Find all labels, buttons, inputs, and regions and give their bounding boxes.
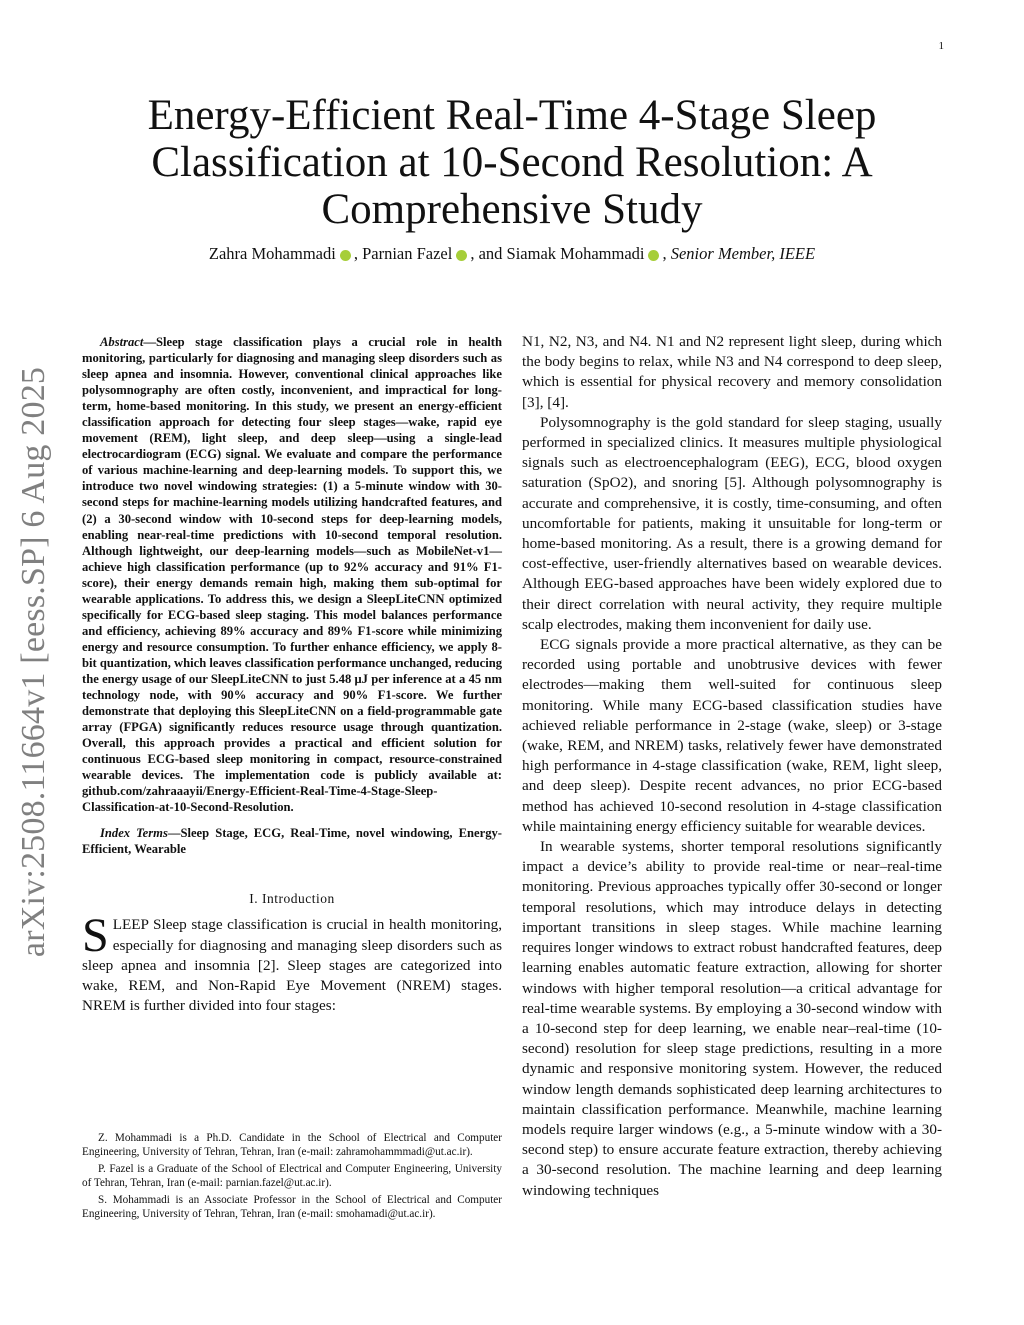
drop-cap: S bbox=[82, 909, 109, 963]
arxiv-identifier bbox=[14, 362, 54, 962]
page-number: 1 bbox=[938, 40, 944, 52]
author-name: , and Siamak Mohammadi bbox=[470, 244, 645, 263]
footnote: S. Mohammadi is an Associate Professor in the School of Electrical and Computer Engineering, University of Tehran, Tehran, Iran (e-mail: smohamadi@ut.ac.ir). bbox=[82, 1194, 502, 1220]
arxiv-identifier-text: arXiv:2508.11664v1 [eess.SP] 6 Aug 2025 bbox=[15, 366, 52, 958]
body-paragraph: In wearable systems, shorter temporal resolutions significantly impact a device’s ability to provide real-time or near–real-time monitoring. Previous approaches typically offer 30-second or longer temporal resolutions, which may introduce delays in detecting important transitions in sleep stages. While machine learning requires longer windows to extract robust handcrafted features, deep learning enables automatic feature extraction, allowing for shorter windows with higher temporal resolution—a critical advantage for real-time wearable systems. By employing a 30-second window with a 10-second step for deep learning, we enable near–real-time (10-second) resolution for sleep stage predictions, resulting in a more dynamic and responsive monitoring system. However, the reduced window length demands sophisticated deep learning architectures to maintain classification performance. Meanwhile, machine learning models require larger windows (e.g., a 5-minute window with a 30-second step) to ensure accurate feature extraction, thereby achieving a 30-second resolution. The machine learning and deep learning windowing techniques bbox=[522, 838, 942, 1199]
abstract bbox=[82, 334, 502, 815]
index-terms bbox=[82, 825, 502, 857]
orcid-icon[interactable] bbox=[340, 250, 351, 261]
orcid-icon[interactable] bbox=[456, 250, 467, 261]
index-terms-label: Index Terms bbox=[100, 826, 168, 841]
author-separator: , bbox=[662, 244, 671, 263]
section-heading-introduction: I. Introduction bbox=[249, 891, 335, 907]
paper-title: Energy-Efficient Real-Time 4-Stage Sleep Classification at 10-Second Resolution: A Comprehensive Study bbox=[147, 92, 877, 233]
orcid-icon[interactable] bbox=[648, 250, 659, 261]
left-column bbox=[82, 334, 502, 1016]
body-paragraph: Polysomnography is the gold standard for sleep staging, usually performed in specialized clinics. It measures multiple physiological signals such as electroencephalogram (EEG), ECG, blood oxygen saturation (SpO2), and snoring [5]. Although polysomnography is accurate and comprehensive, it is costly, time-consuming, and often uncomfortable for patients, making it unsuitable for long-term or home-based monitoring. As a result, there is a growing demand for cost-effective, user-friendly alternatives based on wearable devices. Although EEG-based approaches have been widely explored due to their direct correlation with neural activity, they require multiple scalp electrodes, making them inconvenient for daily use. bbox=[522, 413, 942, 633]
body-paragraph: ECG signals provide a more practical alternative, as they can be recorded using portable and unobtrusive devices with fewer electrodes—making them well-suited for continuous sleep monitoring. While many ECG-based classification studies have achieved reliable performance in 2-stage (wake, sleep) or 3-stage (wake, REM, and NREM) tasks, relatively fewer have demonstrated high performance in 4-stage classification (wake, REM, light sleep, and deep sleep). Despite recent advances, no prior ECG-based method has achieved 10-second resolution in 4-stage classification while maintaining energy efficiency suitable for wearable devices. bbox=[522, 636, 942, 835]
author-membership: Senior Member, IEEE bbox=[670, 244, 816, 263]
abstract-text: —Sleep stage classification plays a crucial role in health monitoring, particularly for diagnosing and managing sleep disorders such as sleep apnea and insomnia. However, conventional clinical approaches like polysomnography are often costly, inconvenient, and impractical for long-term, home-based monitoring. In this study, we present an energy-efficient classification approach for detecting four sleep stages—wake, rapid eye movement (REM), light sleep, and deep sleep—using a single-lead electrocardiogram (ECG) signal. We evaluate and compare the performance of various machine-learning and deep-learning models. To support this, we introduce two novel windowing strategies: (1) a 5-minute window with 30-second steps for machine-learning models utilizing handcrafted features, and (2) a 30-second window with 10-second steps for deep-learning models, enabling near-real-time predictions with 10-second temporal resolution. Although lightweight, our deep-learning models—such as MobileNet-v1—achieve high classification performance (up to 92% accuracy and 91% F1-score), their energy demands remain high, making them sub-optimal for wearable applications. To address this, we design a SleepLiteCNN optimized specifically for ECG-based sleep staging. This model balances performance and efficiency, achieving 89% accuracy and 89% F1-score while minimizing energy and resource consumption. To further enhance efficiency, we apply 8-bit quantization, which leaves classification performance unchanged, reducing the energy usage of our SleepLiteCNN to just 5.48 μJ per inference at a 45 nm technology node, with 90% accuracy and 90% F1-score. We further demonstrate that deploying this SleepLiteCNN on a field-programmable gate array (FPGA) significantly reduces resource usage through quantization. Overall, this approach provides a practical and efficient solution for continuous ECG-based sleep monitoring in compact, resource-constrained wearable devices. The implementation code is publicly available at: github.com/zahraaayii/Energy-Efficient-Real-Time-4-Stage-Sleep-Classification-at-10-Second-Resolution. bbox=[82, 335, 502, 815]
intro-paragraph bbox=[82, 909, 502, 1016]
abstract-label: Abstract bbox=[100, 335, 144, 349]
right-column bbox=[522, 332, 942, 1201]
author-name: Zahra Mohammadi bbox=[208, 244, 336, 263]
body-paragraph: N1, N2, N3, and N4. N1 and N2 represent light sleep, during which the body begins to relax, while N3 and N4 correspond to deep sleep, which is essential for physical recovery and memory consolidation [3], [4]. bbox=[522, 333, 942, 411]
author-name: , Parnian Fazel bbox=[353, 244, 453, 263]
footnote: P. Fazel is a Graduate of the School of Electrical and Computer Engineering, University of Tehran, Tehran, Iran (e-mail: parnian.fazel@ut.ac.ir). bbox=[82, 1163, 502, 1189]
intro-paragraph-text: LEEP Sleep stage classification is crucial in health monitoring, especially for diagnosing and managing sleep disorders such as sleep apnea and insomnia [2]. Sleep stages are categorized into wake, REM, and Non-Rapid Eye Movement (NREM) stages. NREM is further divided into four stages: bbox=[82, 916, 502, 1015]
footnote: Z. Mohammadi is a Ph.D. Candidate in the School of Electrical and Computer Engineering, University of Tehran, Tehran, Iran (e-mail: zahramohammmadi@ut.ac.ir). bbox=[82, 1132, 502, 1158]
author-footnotes bbox=[82, 1132, 502, 1226]
index-terms-text: —Sleep Stage, ECG, Real-Time, novel windowing, Energy-Efficient, Wearable bbox=[82, 826, 502, 857]
author-list bbox=[120, 244, 904, 264]
